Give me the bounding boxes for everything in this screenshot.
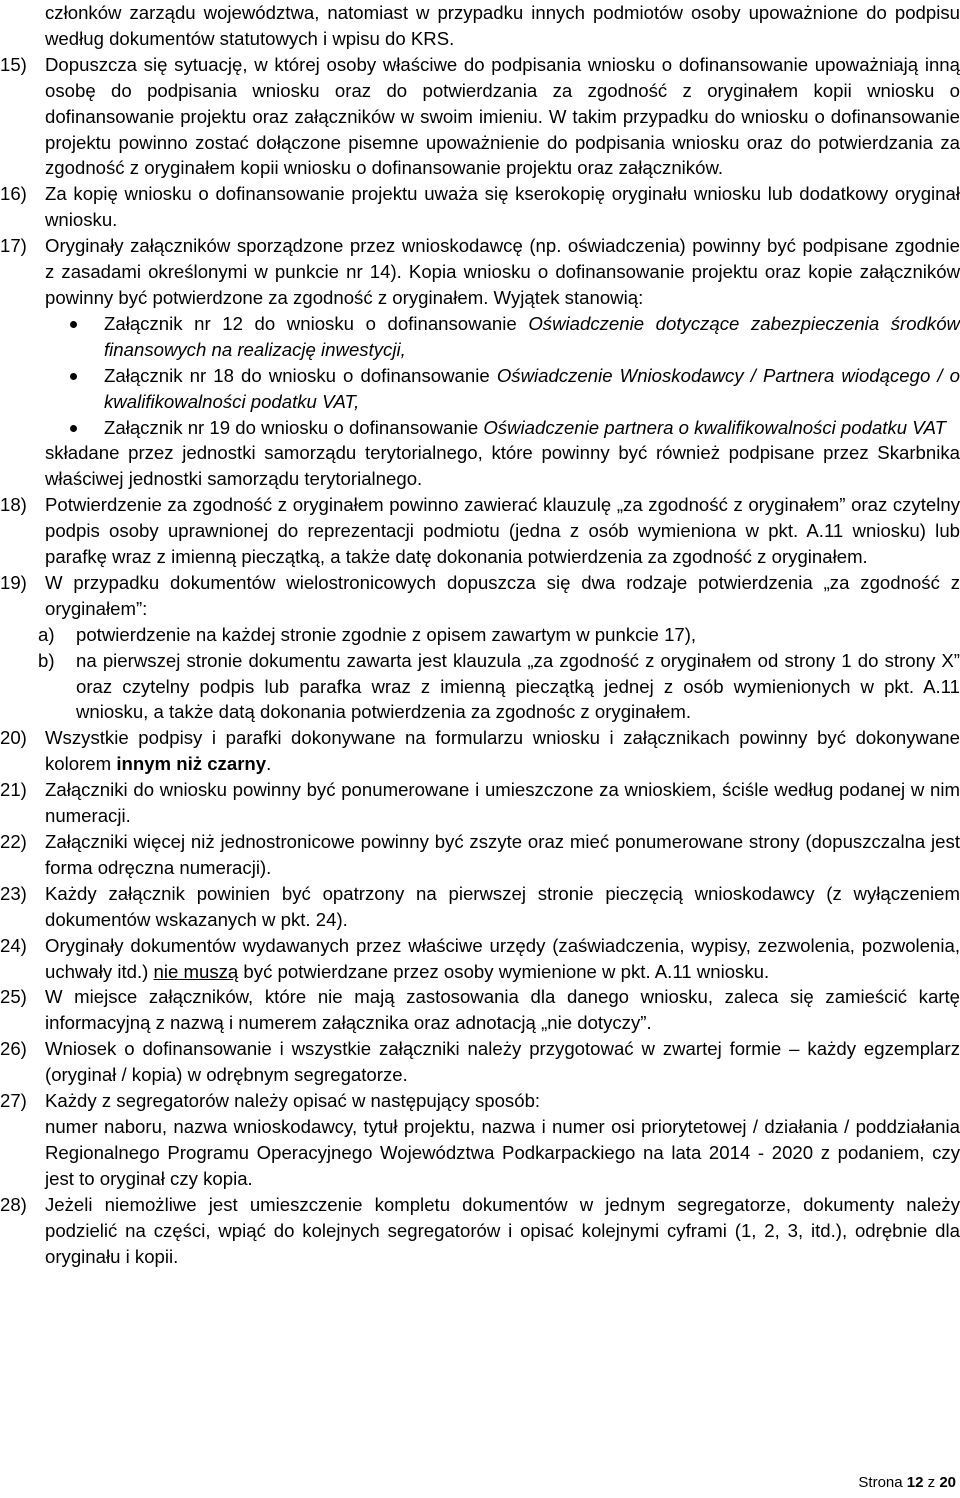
item-text: Załączniki do wniosku powinny być ponumerowane i umieszczone za wnioskiem, ściśle według podanej w nim numeracji. (45, 779, 960, 827)
list-item-28 (0, 1192, 960, 1270)
page-footer (858, 1474, 956, 1492)
bullet-text: Załącznik nr 12 do wniosku o dofinansowanie Oświadczenie dotyczące zabezpieczenia środków finansowych na realizację inwestycji, (104, 312, 960, 360)
bullet-item (0, 363, 960, 415)
item-text: Każdy załącznik powinien być opatrzony na pierwszej stronie pieczęcią wnioskodawcy (z wyłączeniem dokumentów wskazanych w pkt. 24). (45, 882, 960, 930)
bullet-item (0, 415, 960, 441)
item-number: 24) (0, 934, 27, 956)
intro-paragraph: członków zarządu województwa, natomiast w przypadku innych podmiotów osoby upoważnione do podpisu według dokumentów statutowych i wpisu do KRS. (45, 2, 960, 49)
list-item-26 (0, 1036, 960, 1088)
list-item-23 (0, 881, 960, 933)
item-text: Każdy z segregatorów należy opisać w następujący sposób: (45, 1090, 541, 1112)
list-item-21 (0, 777, 960, 829)
page-total: 20 (939, 1474, 956, 1491)
item-text: W miejsce załączników, które nie mają zastosowania dla danego wniosku, zaleca się zamieścić kartę informacyjną z nazwą i numerem załącznika oraz adnotacją „nie dotyczy”. (45, 986, 960, 1034)
emphasis-bold: innym niż czarny (116, 753, 267, 775)
bullet-text: Załącznik nr 18 do wniosku o dofinansowanie Oświadczenie Wnioskodawcy / Partnera wiodącego / o kwalifikowalności podatku VAT, (104, 364, 960, 412)
list-item-25 (0, 984, 960, 1036)
bullet-item (0, 311, 960, 363)
item-text: Oryginały załączników sporządzone przez wnioskodawcę (np. oświadczenia) powinny być podpisane zgodnie z zasadami określonymi w punkcie nr 14). Kopia wniosku o dofinansowanie projektu oraz kopie załączników powinny być potwierdzone za zgodność z oryginałem. Wyjątek stanowią: (45, 235, 960, 308)
list-item-20 (0, 725, 960, 777)
item-text: Jeżeli niemożliwe jest umieszczenie kompletu dokumentów w jednym segregatorze, dokumenty należy podzielić na części, wpiąć do kolejnych segregatorów i opisać kolejnymi cyframi (1, 2, 3, itd.), odrębnie dla oryginału i kopii. (45, 1193, 960, 1267)
bullet-text: Załącznik nr 19 do wniosku o dofinansowanie Oświadczenie partnera o kwalifikowalności podatku VAT (104, 416, 947, 438)
item-text-continuation: numer naboru, nazwa wnioskodawcy, tytuł projektu, nazwa i numer osi priorytetowej / działania / poddziałania Regionalnego Programu Operacyjnego Województwa Podkarpackiego na lata 2014 - 2020 z podaniem, czy jest to oryginał czy kopia. (45, 1115, 960, 1189)
item-text: W przypadku dokumentów wielostronicowych dopuszcza się dwa rodzaje potwierdzenia „za zgodność z oryginałem”: (45, 571, 960, 619)
item-number: 23) (0, 882, 27, 904)
item-number: 21) (0, 779, 27, 801)
page-number: 12 (906, 1474, 924, 1491)
item-text: Wniosek o dofinansowanie i wszystkie załączniki należy przygotować w zwartej formie – każdy egzemplarz (oryginał / kopia) w odrębnym segregatorze. (45, 1038, 960, 1086)
item-number: 16) (0, 183, 27, 205)
item-text: Wszystkie podpisy i parafki dokonywane na formularzu wniosku i załącznikach powinny być dokonywane kolorem innym niż czarny. (45, 727, 960, 775)
item-continuation: składane przez jednostki samorządu terytorialnego, które powinny być również podpisane przez Skarbnika właściwej jednostki samorządu terytorialnego. (45, 442, 960, 490)
item-number: 26) (0, 1038, 27, 1060)
emphasis-underline: nie muszą (153, 960, 239, 982)
item-number: 22) (0, 831, 27, 852)
list-item-18 (0, 492, 960, 570)
list-item-24 (0, 933, 960, 985)
bullet-icon (70, 373, 77, 380)
item-text: Potwierdzenie za zgodność z oryginałem powinno zawierać klauzulę „za zgodność z oryginałem” oraz czytelny podpis osoby uprawnionej do reprezentacji podmiotu (jedna z osób wymieniona w pkt. A.11 wniosku) lub parafkę wraz z imienną pieczątką, a także datę dokonania potwierdzenia za zgodność z oryginałem. (45, 494, 960, 568)
item-number: 18) (0, 494, 27, 516)
bullet-icon (70, 425, 77, 432)
list-item-17 (0, 233, 960, 311)
page-separator: z (927, 1474, 936, 1491)
item-number: 20) (0, 727, 27, 749)
item-text: Oryginały dokumentów wydawanych przez właściwe urzędy (zaświadczenia, wypisy, zezwolenia, pozwolenia, uchwały itd.) nie muszą być potwierdzane przez osoby wymienione w pkt. A.11 wniosku. (45, 934, 960, 982)
item-number: 15) (0, 53, 27, 75)
item-number: 27) (0, 1090, 27, 1112)
item-number: 25) (0, 986, 27, 1008)
page-label: Strona (858, 1474, 903, 1491)
sub-item-b (0, 648, 960, 726)
list-item-19 (0, 570, 960, 622)
sub-item-letter: a) (38, 623, 55, 645)
item-text: Za kopię wniosku o dofinansowanie projektu uważa się kserokopię oryginału wniosku lub dodatkowy oryginał wniosku. (45, 183, 960, 231)
list-item-16 (0, 181, 960, 233)
sub-item-text: potwierdzenie na każdej stronie zgodnie z opisem zawartym w punkcie 17), (76, 623, 697, 645)
item-number: 19) (0, 571, 27, 593)
sub-item-a (0, 622, 960, 648)
item-number: 28) (0, 1193, 27, 1215)
sub-item-text: na pierwszej stronie dokumentu zawarta jest klauzula „za zgodność z oryginałem od strony 1 do strony X” oraz czytelny podpis lub parafka wraz z imienną pieczątką jednej z osób wymienionych w pkt. A.11 wniosku, a także datą dokonania potwierdzenia za zgodnośc z oryginałem. (76, 649, 960, 723)
list-item-27 (0, 1088, 960, 1192)
list-item-22 (0, 829, 960, 881)
bullet-icon (70, 321, 77, 328)
sub-item-letter: b) (38, 649, 55, 671)
item-text: Załączniki więcej niż jednostronicowe powinny być zszyte oraz mieć ponumerowane strony (dopuszczalna jest forma odręczna numeracji). (45, 831, 960, 878)
item-number: 17) (0, 235, 27, 257)
list-item-15 (0, 52, 960, 182)
item-text: Dopuszcza się sytuację, w której osoby właściwe do podpisania wniosku o dofinansowanie upoważniają inną osobę do podpisania wniosku oraz do potwierdzania za zgodność z oryginałem kopii wniosku o dofinansowanie projektu oraz załączników w swoim imieniu. W takim przypadku do wniosku o dofinansowanie projektu powinno zostać dołączone pisemne upoważnienie do podpisania wniosku oraz do potwierdzania za zgodność z oryginałem kopii wniosku o dofinansowanie projektu oraz załączników. (45, 53, 960, 179)
